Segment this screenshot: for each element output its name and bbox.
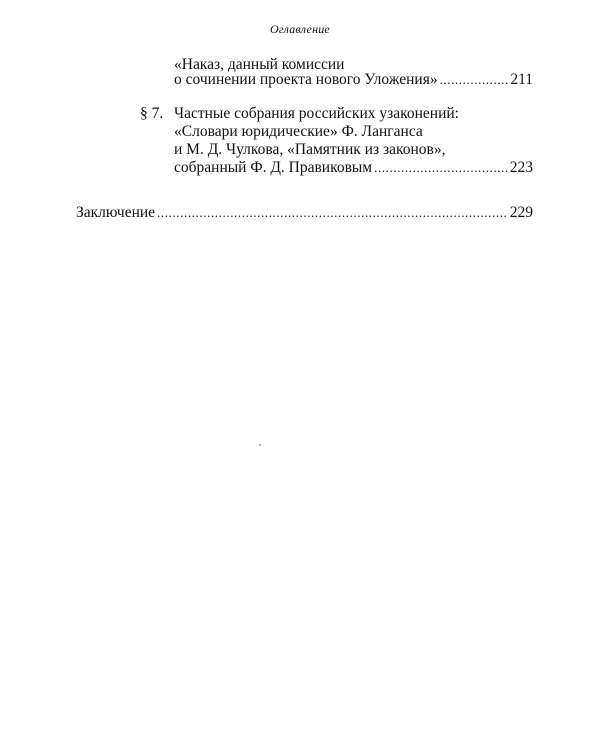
toc-entry-text: «Наказ, данный комиссии bbox=[174, 56, 345, 73]
toc-entry-row bbox=[174, 159, 533, 177]
dot-leader bbox=[157, 204, 508, 222]
toc-page-number: 211 bbox=[510, 71, 533, 88]
dot-leader bbox=[440, 71, 509, 89]
toc-entry-row bbox=[174, 71, 533, 89]
toc-entry-text: «Словари юридические» Ф. Ланганса bbox=[174, 123, 423, 140]
running-header: Оглавление bbox=[270, 22, 330, 36]
section-number: § 7. bbox=[140, 105, 164, 122]
toc-page-number: 229 bbox=[509, 204, 533, 221]
print-speck bbox=[259, 444, 261, 446]
toc-entry-text: Заключение bbox=[76, 204, 156, 221]
toc-entry-text: Частные собрания российских узаконений: bbox=[174, 105, 459, 122]
toc-entry-row bbox=[76, 204, 533, 222]
dot-leader bbox=[374, 159, 508, 177]
toc-page-number: 223 bbox=[509, 159, 533, 176]
toc-entry-text: собранный Ф. Д. Правиковым bbox=[174, 159, 373, 176]
toc-entry-text: о сочинении проекта нового Уложения» bbox=[174, 71, 438, 88]
toc-entry-text: и М. Д. Чулкова, «Памятник из законов», bbox=[174, 141, 446, 158]
